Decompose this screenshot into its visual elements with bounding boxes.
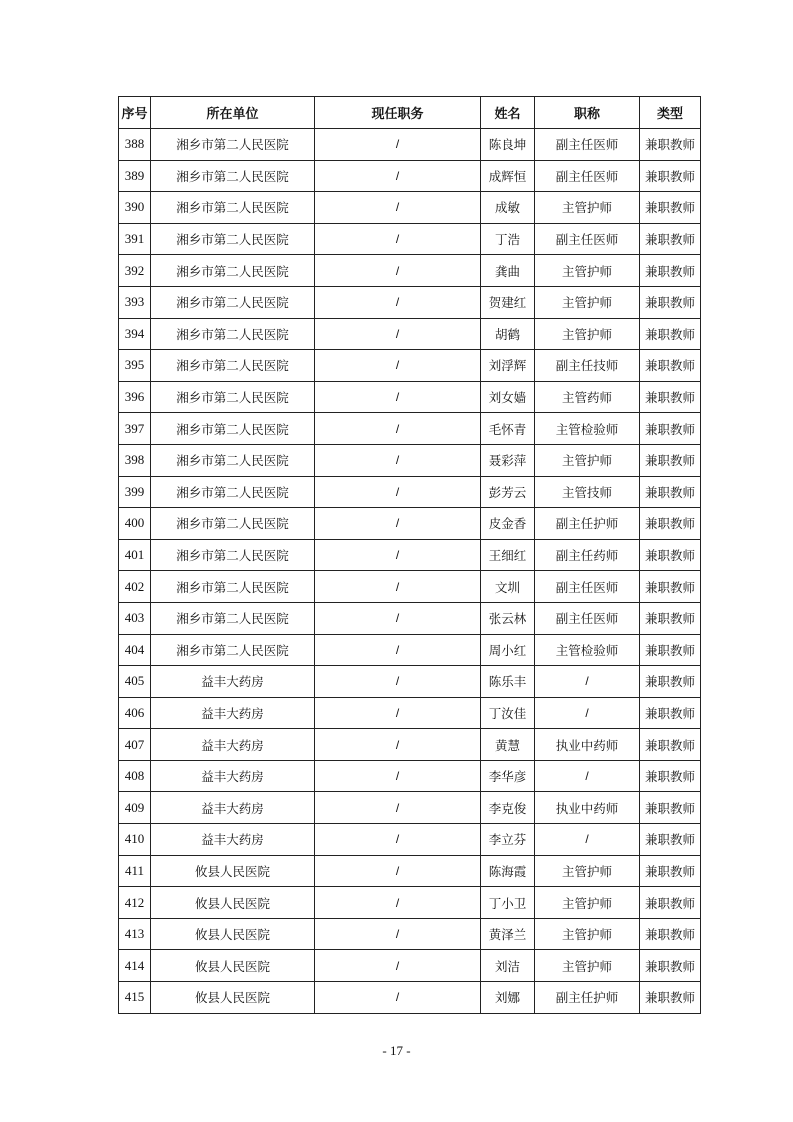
cell-position: / — [315, 413, 481, 445]
cell-position: / — [315, 318, 481, 350]
cell-position: / — [315, 666, 481, 698]
cell-position: / — [315, 729, 481, 761]
cell-index: 414 — [119, 950, 151, 982]
cell-position: / — [315, 444, 481, 476]
cell-type: 兼职教师 — [640, 602, 701, 634]
cell-index: 396 — [119, 381, 151, 413]
cell-unit: 湘乡市第二人民医院 — [151, 286, 315, 318]
cell-name: 黄慧 — [481, 729, 535, 761]
cell-title: 主管检验师 — [535, 634, 640, 666]
cell-title: 主管护师 — [535, 318, 640, 350]
cell-unit: 攸县人民医院 — [151, 887, 315, 919]
cell-position: / — [315, 129, 481, 161]
cell-unit: 湘乡市第二人民医院 — [151, 255, 315, 287]
cell-unit: 湘乡市第二人民医院 — [151, 508, 315, 540]
cell-name: 刘女嫱 — [481, 381, 535, 413]
col-header-title: 职称 — [535, 97, 640, 129]
cell-type: 兼职教师 — [640, 666, 701, 698]
cell-title: 主管护师 — [535, 444, 640, 476]
cell-name: 龚曲 — [481, 255, 535, 287]
cell-title: / — [535, 666, 640, 698]
table-row — [119, 318, 701, 350]
cell-type: 兼职教师 — [640, 318, 701, 350]
cell-index: 397 — [119, 413, 151, 445]
cell-unit: 益丰大药房 — [151, 697, 315, 729]
cell-position: / — [315, 381, 481, 413]
cell-index: 415 — [119, 982, 151, 1014]
cell-title: 副主任医师 — [535, 160, 640, 192]
cell-type: 兼职教师 — [640, 729, 701, 761]
table-row — [119, 129, 701, 161]
cell-name: 聂彩萍 — [481, 444, 535, 476]
cell-type: 兼职教师 — [640, 855, 701, 887]
table-row — [119, 539, 701, 571]
cell-unit: 益丰大药房 — [151, 760, 315, 792]
cell-title: 主管护师 — [535, 887, 640, 919]
cell-name: 成敏 — [481, 192, 535, 224]
cell-unit: 攸县人民医院 — [151, 855, 315, 887]
cell-type: 兼职教师 — [640, 476, 701, 508]
cell-type: 兼职教师 — [640, 444, 701, 476]
cell-type: 兼职教师 — [640, 223, 701, 255]
table-row — [119, 792, 701, 824]
cell-position: / — [315, 760, 481, 792]
cell-unit: 攸县人民医院 — [151, 918, 315, 950]
table-row — [119, 286, 701, 318]
cell-type: 兼职教师 — [640, 571, 701, 603]
table-row — [119, 602, 701, 634]
table-row — [119, 697, 701, 729]
cell-index: 403 — [119, 602, 151, 634]
cell-position: / — [315, 476, 481, 508]
cell-index: 390 — [119, 192, 151, 224]
cell-position: / — [315, 697, 481, 729]
cell-unit: 湘乡市第二人民医院 — [151, 318, 315, 350]
cell-name: 黄泽兰 — [481, 918, 535, 950]
cell-name: 张云林 — [481, 602, 535, 634]
cell-index: 392 — [119, 255, 151, 287]
cell-position: / — [315, 286, 481, 318]
cell-unit: 攸县人民医院 — [151, 982, 315, 1014]
cell-name: 王细红 — [481, 539, 535, 571]
cell-index: 398 — [119, 444, 151, 476]
cell-name: 李立芬 — [481, 824, 535, 856]
cell-index: 408 — [119, 760, 151, 792]
cell-index: 413 — [119, 918, 151, 950]
page-number: - 17 - — [382, 1043, 411, 1058]
table-row — [119, 571, 701, 603]
cell-position: / — [315, 508, 481, 540]
table-row — [119, 255, 701, 287]
cell-position: / — [315, 982, 481, 1014]
cell-title: 副主任药师 — [535, 539, 640, 571]
cell-position: / — [315, 887, 481, 919]
cell-position: / — [315, 602, 481, 634]
cell-unit: 湘乡市第二人民医院 — [151, 160, 315, 192]
table-row — [119, 508, 701, 540]
cell-name: 刘浮辉 — [481, 350, 535, 382]
table-row — [119, 381, 701, 413]
cell-position: / — [315, 855, 481, 887]
cell-unit: 湘乡市第二人民医院 — [151, 634, 315, 666]
cell-title: 执业中药师 — [535, 729, 640, 761]
table-row — [119, 950, 701, 982]
cell-index: 395 — [119, 350, 151, 382]
cell-type: 兼职教师 — [640, 413, 701, 445]
cell-position: / — [315, 824, 481, 856]
cell-name: 丁浩 — [481, 223, 535, 255]
cell-position: / — [315, 350, 481, 382]
table-row — [119, 192, 701, 224]
cell-index: 407 — [119, 729, 151, 761]
table-body — [119, 129, 701, 1014]
table-row — [119, 824, 701, 856]
cell-unit: 湘乡市第二人民医院 — [151, 444, 315, 476]
table-row — [119, 666, 701, 698]
cell-unit: 湘乡市第二人民医院 — [151, 192, 315, 224]
cell-title: 副主任技师 — [535, 350, 640, 382]
cell-unit: 湘乡市第二人民医院 — [151, 129, 315, 161]
cell-unit: 益丰大药房 — [151, 824, 315, 856]
cell-title: 副主任医师 — [535, 223, 640, 255]
cell-type: 兼职教师 — [640, 760, 701, 792]
cell-unit: 湘乡市第二人民医院 — [151, 381, 315, 413]
cell-unit: 湘乡市第二人民医院 — [151, 539, 315, 571]
cell-type: 兼职教师 — [640, 950, 701, 982]
cell-title: 副主任护师 — [535, 982, 640, 1014]
cell-name: 成辉恒 — [481, 160, 535, 192]
cell-title: / — [535, 760, 640, 792]
cell-index: 388 — [119, 129, 151, 161]
cell-name: 刘娜 — [481, 982, 535, 1014]
cell-name: 陈海霞 — [481, 855, 535, 887]
cell-position: / — [315, 539, 481, 571]
cell-unit: 湘乡市第二人民医院 — [151, 476, 315, 508]
cell-type: 兼职教师 — [640, 539, 701, 571]
cell-position: / — [315, 160, 481, 192]
cell-name: 周小红 — [481, 634, 535, 666]
cell-position: / — [315, 192, 481, 224]
cell-name: 毛怀青 — [481, 413, 535, 445]
cell-type: 兼职教师 — [640, 192, 701, 224]
table-row — [119, 729, 701, 761]
cell-unit: 湘乡市第二人民医院 — [151, 223, 315, 255]
cell-title: / — [535, 697, 640, 729]
table-row — [119, 634, 701, 666]
cell-title: 主管护师 — [535, 286, 640, 318]
cell-type: 兼职教师 — [640, 634, 701, 666]
cell-name: 陈乐丰 — [481, 666, 535, 698]
cell-unit: 湘乡市第二人民医院 — [151, 571, 315, 603]
cell-type: 兼职教师 — [640, 508, 701, 540]
cell-position: / — [315, 255, 481, 287]
cell-index: 400 — [119, 508, 151, 540]
cell-title: 执业中药师 — [535, 792, 640, 824]
cell-index: 412 — [119, 887, 151, 919]
cell-title: 主管护师 — [535, 192, 640, 224]
table-row — [119, 476, 701, 508]
col-header-unit: 所在单位 — [151, 97, 315, 129]
table-row — [119, 350, 701, 382]
cell-name: 文圳 — [481, 571, 535, 603]
cell-unit: 湘乡市第二人民医院 — [151, 350, 315, 382]
table-row — [119, 887, 701, 919]
cell-index: 393 — [119, 286, 151, 318]
cell-type: 兼职教师 — [640, 697, 701, 729]
cell-type: 兼职教师 — [640, 918, 701, 950]
cell-name: 李克俊 — [481, 792, 535, 824]
cell-type: 兼职教师 — [640, 792, 701, 824]
cell-index: 389 — [119, 160, 151, 192]
cell-title: 主管护师 — [535, 918, 640, 950]
cell-index: 410 — [119, 824, 151, 856]
cell-unit: 湘乡市第二人民医院 — [151, 413, 315, 445]
cell-unit: 益丰大药房 — [151, 729, 315, 761]
cell-position: / — [315, 223, 481, 255]
cell-position: / — [315, 950, 481, 982]
cell-type: 兼职教师 — [640, 255, 701, 287]
cell-type: 兼职教师 — [640, 129, 701, 161]
cell-unit: 益丰大药房 — [151, 666, 315, 698]
cell-type: 兼职教师 — [640, 160, 701, 192]
cell-type: 兼职教师 — [640, 350, 701, 382]
col-header-index: 序号 — [119, 97, 151, 129]
cell-title: / — [535, 824, 640, 856]
table-row — [119, 855, 701, 887]
cell-title: 主管检验师 — [535, 413, 640, 445]
cell-type: 兼职教师 — [640, 824, 701, 856]
col-header-position: 现任职务 — [315, 97, 481, 129]
cell-unit: 湘乡市第二人民医院 — [151, 602, 315, 634]
cell-title: 副主任医师 — [535, 571, 640, 603]
cell-index: 399 — [119, 476, 151, 508]
cell-type: 兼职教师 — [640, 286, 701, 318]
col-header-name: 姓名 — [481, 97, 535, 129]
cell-unit: 益丰大药房 — [151, 792, 315, 824]
table-header-row — [119, 97, 701, 129]
cell-position: / — [315, 634, 481, 666]
table-row — [119, 982, 701, 1014]
cell-title: 主管药师 — [535, 381, 640, 413]
cell-position: / — [315, 571, 481, 603]
cell-title: 主管护师 — [535, 855, 640, 887]
cell-name: 刘洁 — [481, 950, 535, 982]
cell-title: 副主任医师 — [535, 129, 640, 161]
cell-name: 李华彦 — [481, 760, 535, 792]
cell-index: 405 — [119, 666, 151, 698]
cell-title: 副主任医师 — [535, 602, 640, 634]
cell-position: / — [315, 792, 481, 824]
cell-type: 兼职教师 — [640, 982, 701, 1014]
cell-name: 彭芳云 — [481, 476, 535, 508]
cell-index: 402 — [119, 571, 151, 603]
table-row — [119, 223, 701, 255]
cell-name: 陈良坤 — [481, 129, 535, 161]
cell-title: 主管技师 — [535, 476, 640, 508]
cell-type: 兼职教师 — [640, 381, 701, 413]
cell-title: 主管护师 — [535, 255, 640, 287]
table-row — [119, 918, 701, 950]
table-row — [119, 413, 701, 445]
cell-name: 丁汝佳 — [481, 697, 535, 729]
cell-index: 404 — [119, 634, 151, 666]
cell-title: 副主任护师 — [535, 508, 640, 540]
cell-index: 406 — [119, 697, 151, 729]
table-row — [119, 760, 701, 792]
cell-index: 391 — [119, 223, 151, 255]
cell-index: 409 — [119, 792, 151, 824]
table-row — [119, 160, 701, 192]
cell-type: 兼职教师 — [640, 887, 701, 919]
table-row — [119, 444, 701, 476]
cell-index: 401 — [119, 539, 151, 571]
cell-name: 皮金香 — [481, 508, 535, 540]
cell-position: / — [315, 918, 481, 950]
cell-index: 411 — [119, 855, 151, 887]
cell-title: 主管护师 — [535, 950, 640, 982]
cell-name: 胡鹤 — [481, 318, 535, 350]
cell-index: 394 — [119, 318, 151, 350]
cell-name: 贺建红 — [481, 286, 535, 318]
cell-unit: 攸县人民医院 — [151, 950, 315, 982]
staff-table — [118, 96, 701, 1014]
col-header-type: 类型 — [640, 97, 701, 129]
cell-name: 丁小卫 — [481, 887, 535, 919]
